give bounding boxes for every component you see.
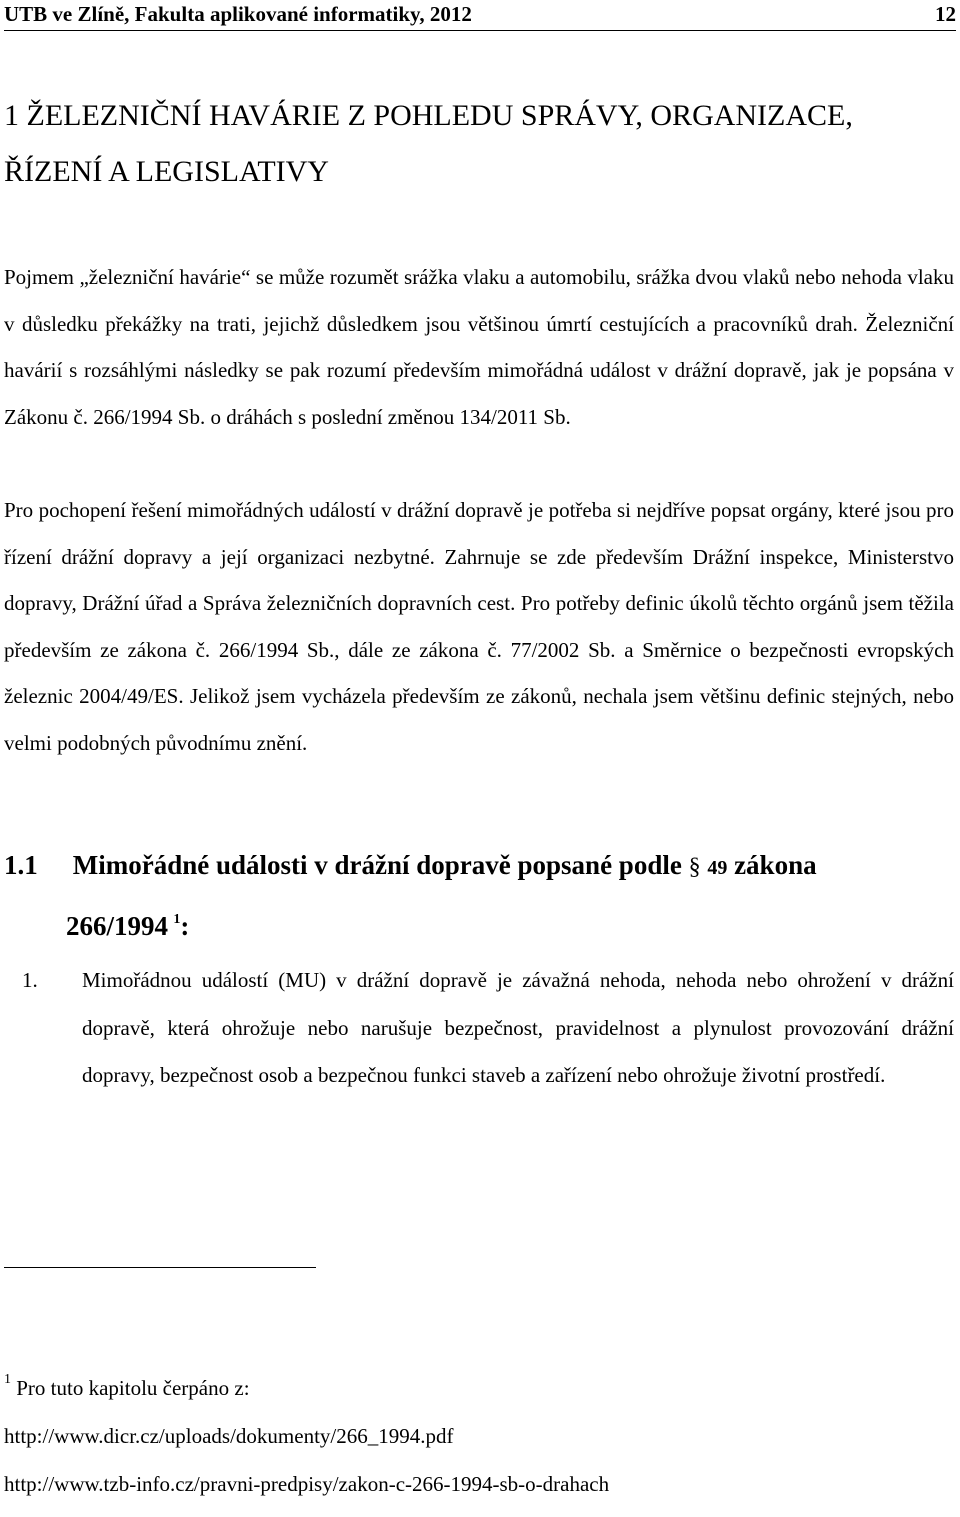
list-item-text: Mimořádnou událostí (MU) v drážní dopravě je závažná nehoda, nehoda nebo ohrožení v drážní dopravě, která ohrožuje nebo narušuje bezpečnost, pravidelnost a plynulost provozování drážní dopravy, bezpečnost osob a bezpečnou funkci staveb a zařízení nebo ohrožuje životní prostředí. — [82, 968, 954, 1087]
body-paragraph-1: Pojmem „železniční havárie“ se může rozumět srážka vlaku a automobilu, srážka dvou vlaků nebo nehoda vlaku v důsledku překážky na trati, jejichž důsledkem jsou většinou úmrtí cestujících a pracovníků drah. Železniční havárií s rozsáhlými následky se pak rozumí především mimořádná událost v drážní dopravě, jak je popsána v Zákonu č. 266/1994 Sb. o dráhách s poslední změnou 134/2011 Sb. — [4, 265, 954, 429]
page-number: 12 — [935, 2, 956, 26]
footnote-reference[interactable]: 1 — [173, 912, 181, 927]
section-heading-line-1 — [4, 838, 954, 895]
section-colon: : — [180, 911, 190, 941]
list-marker: 1. — [22, 968, 38, 992]
section-title-part-2: zákona — [734, 850, 817, 880]
section-paragraph-number: 49 — [707, 857, 728, 879]
chapter-heading — [4, 88, 954, 200]
section-heading-line-2 — [4, 895, 954, 953]
footnote-link-2[interactable]: http://www.tzb-info.cz/pravni-predpisy/zakon-c-266-1994-sb-o-drahach — [4, 1472, 610, 1496]
header-title: UTB ve Zlíně, Fakulta aplikované informatiky, 2012 — [4, 2, 472, 26]
page-header — [4, 0, 956, 31]
section-title-part-1: Mimořádné události v drážní dopravě popsané podle — [72, 850, 682, 880]
chapter-heading-line-2: ŘÍZENÍ A LEGISLATIVY — [4, 155, 329, 188]
footnote — [4, 1360, 954, 1508]
footnote-link-1[interactable]: http://www.dicr.cz/uploads/dokumenty/266_1994.pdf — [4, 1424, 454, 1448]
footnote-separator — [4, 1267, 316, 1268]
footnote-text: Pro tuto kapitolu čerpáno z: — [16, 1376, 250, 1400]
footnote-marker: 1 — [4, 1372, 11, 1387]
section-sign: § — [688, 854, 701, 880]
list-item — [4, 957, 954, 1100]
section-number: 1.1 — [4, 850, 38, 880]
footnote-line — [4, 1360, 954, 1412]
body-paragraph-2: Pro pochopení řešení mimořádných událostí v drážní dopravě je potřeba si nejdříve popsat orgány, které jsou pro řízení drážní dopravy a její organizaci nezbytné. Zahrnuje se zde především Drážní inspekce, Ministerstvo dopravy, Drážní úřad a Správa železničních dopravních cest. Pro potřeby definic úkolů těchto orgánů jsem těžila především ze zákona č. 266/1994 Sb., dále ze zákona č. 77/2002 Sb. a Směrnice o bezpečnosti evropských železnic 2004/49/ES. Jelikož jsem vycházela především ze zákonů, nechala jsem většinu definic stejných, nebo velmi podobných původnímu znění. — [4, 498, 954, 755]
section-heading — [4, 838, 954, 953]
section-law-number: 266/1994 — [66, 911, 169, 941]
chapter-heading-line-1: 1 ŽELEZNIČNÍ HAVÁRIE Z POHLEDU SPRÁVY, ORGANIZACE, — [4, 99, 853, 132]
